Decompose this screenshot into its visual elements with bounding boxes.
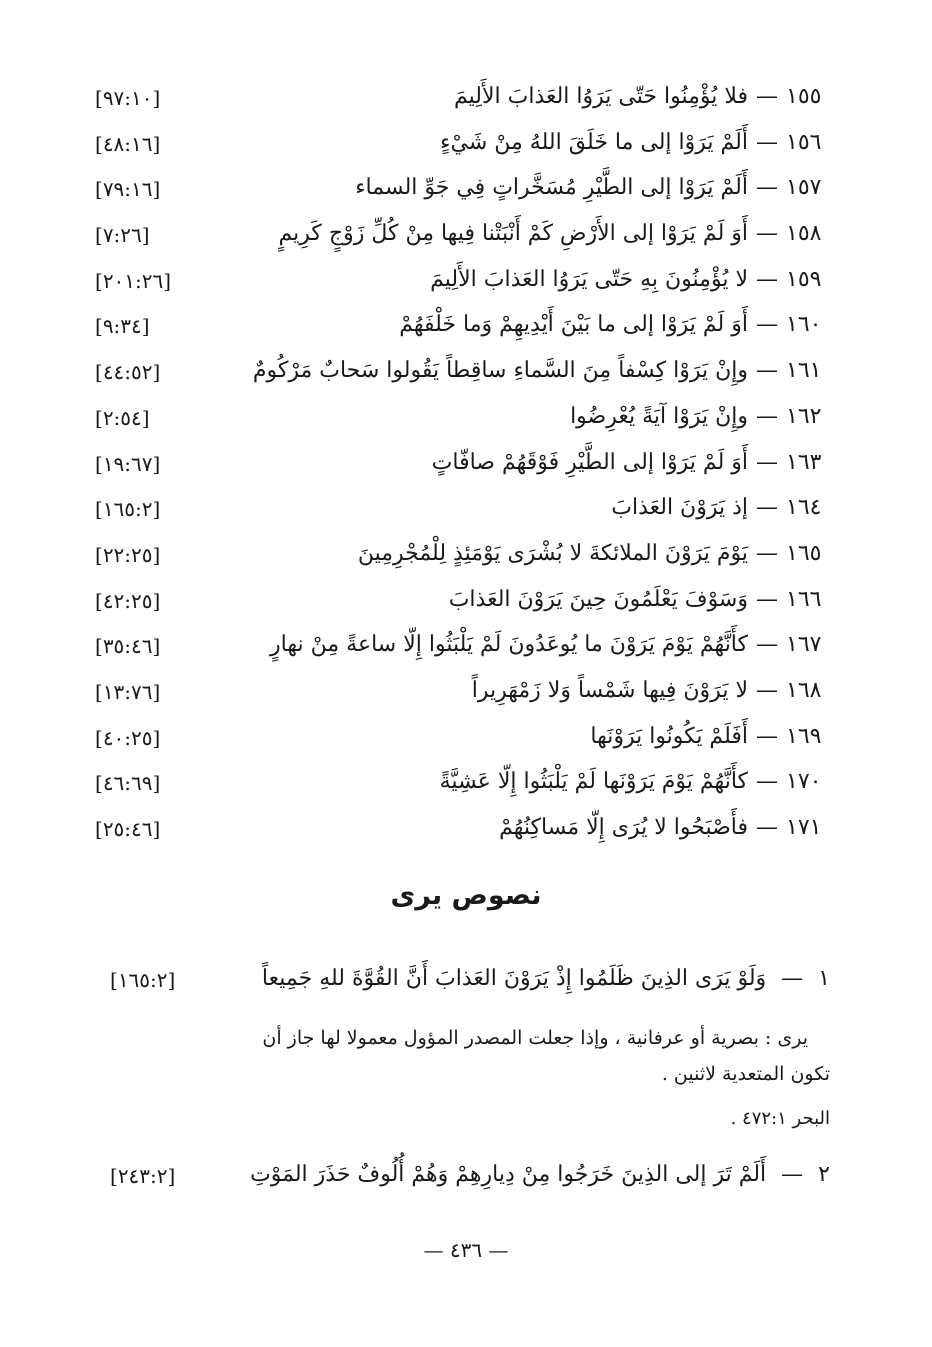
verse-number: ١٦٩ — [786, 723, 822, 749]
verse-reference: [٤٠:٢٥] — [95, 725, 161, 750]
verse-reference: [٤٦:٦٩] — [95, 771, 161, 796]
page-number: — ٤٣٦ — — [423, 1238, 509, 1262]
verse-row — [95, 78, 830, 124]
verse-reference: [١٩:٦٧] — [95, 451, 161, 476]
dash: — — [756, 312, 778, 338]
dash: — — [756, 586, 778, 612]
verse-line — [449, 587, 830, 612]
verse-line — [279, 221, 831, 246]
verse-number: ١٦٨ — [786, 677, 822, 703]
verse-text: كأَنَّهُمْ يَوْمَ يَرَوْنَ ما يُوعَدُونَ لَمْ يَلْبَثُوا إِلّا ساعةً مِنْ نهارٍ — [270, 632, 748, 658]
verse-number: ١٦٦ — [786, 586, 822, 612]
dash: — — [781, 966, 804, 991]
verse-reference: [٢٥:٤٦] — [95, 817, 161, 841]
verse-line — [590, 724, 830, 749]
dash: — — [756, 84, 778, 109]
entry-text: وَلَوْ يَرَى الذِينَ ظَلَمُوا إِذْ يَرَوْنَ العَذابَ أَنَّ القُوَّةَ للهِ جَمِيعاً — [261, 966, 767, 991]
verse-line — [570, 404, 830, 429]
verse-text: أَلَمْ يَرَوْا إلى ما خَلَقَ اللهُ مِنْ شَيْءٍ — [440, 129, 748, 155]
verse-row — [95, 124, 830, 170]
verse-number: ١٦٥ — [786, 540, 822, 566]
verse-row — [95, 718, 830, 764]
verse-row — [95, 306, 830, 352]
dash: — — [781, 1162, 804, 1187]
entry-line — [262, 966, 830, 991]
verse-row — [95, 763, 830, 809]
dash: — — [756, 677, 778, 703]
verse-text: وإِنْ يَرَوْا كِسْفاً مِنَ السَّماءِ ساقِطاً يَقُولوا سَحابٌ مَرْكُومٌ — [252, 358, 748, 384]
dash: — — [756, 769, 778, 795]
verse-line — [355, 175, 830, 200]
verse-row — [95, 398, 830, 444]
verse-reference: [٤٢:٢٥] — [95, 588, 161, 613]
verse-row — [95, 626, 830, 672]
verse-line — [253, 358, 830, 383]
verse-line — [499, 815, 830, 840]
verse-reference: [٧:٢٦] — [95, 223, 150, 248]
verse-line — [611, 495, 830, 520]
verse-text: أَوَ لَمْ يَرَوْا إلى الأَرْضِ كَمْ أَنْبَتْنا فِيها مِنْ كُلِّ زَوْجٍ كَرِيمٍ — [278, 221, 748, 247]
verse-line — [440, 769, 830, 794]
verse-number: ١٥٩ — [786, 266, 822, 292]
verse-text: أَوَ لَمْ يَرَوْا إلى الطَّيْرِ فَوْقَهُمْ صافّاتٍ — [431, 449, 748, 475]
section-title: نصوص يرى — [390, 880, 542, 911]
dash: — — [756, 129, 778, 155]
verse-line — [358, 541, 830, 566]
verse-row — [95, 809, 830, 855]
note-line: يرى : بصرية أو عرفانية ، وإذا جعلت المصدر المؤول معمولا لها جاز أن — [262, 1027, 808, 1049]
verse-number: ١٥٧ — [786, 175, 822, 201]
entry-line — [250, 1162, 830, 1187]
verse-row — [95, 489, 830, 535]
verse-line — [399, 312, 830, 337]
verse-reference: [٤٨:١٦] — [95, 131, 161, 156]
dash: — — [756, 540, 778, 566]
verse-line — [454, 84, 830, 109]
verse-reference: [٩:٣٤] — [95, 314, 150, 339]
commentary-note — [110, 1020, 830, 1092]
verse-text: فلا يُؤْمِنُوا حَتّى يَرَوُا العَذابَ الأَلِيمَ — [453, 84, 748, 109]
verse-list — [95, 78, 830, 855]
verse-number: ١٦٣ — [786, 449, 822, 475]
note-line: تكون المتعدية لاثنين . — [661, 1063, 830, 1085]
verse-reference: [١٣:٧٦] — [95, 679, 161, 704]
entry-reference: [٢٤٣:٢] — [110, 1164, 176, 1188]
dash: — — [756, 266, 778, 292]
dash: — — [756, 358, 778, 384]
dash: — — [756, 221, 778, 247]
entry-reference: [١٦٥:٢] — [110, 968, 176, 992]
verse-reference: [٧٩:١٦] — [95, 177, 161, 202]
verse-text: وإِنْ يَرَوْا آيَةً يُعْرِضُوا — [570, 403, 748, 429]
source-citation: البحر ٤٧٢:١ . — [730, 1108, 830, 1129]
entry-text: أَلَمْ تَرَ إلى الذِينَ خَرَجُوا مِنْ دِيارِهِمْ وَهُمْ أُلُوفٌ حَذَرَ المَوْتِ — [250, 1162, 767, 1187]
verse-number: ١٦٤ — [786, 495, 822, 521]
verse-number: ١٥٨ — [786, 221, 822, 247]
dash: — — [756, 815, 778, 840]
verse-text: يَوْمَ يَرَوْنَ الملائكةَ لا بُشْرَى يَوْمَئِذٍ لِلْمُجْرِمِينَ — [357, 540, 748, 566]
verse-number: ١٦٧ — [786, 632, 822, 658]
verse-line — [472, 678, 830, 703]
verse-text: أَلَمْ يَرَوْا إلى الطَّيْرِ مُسَخَّراتٍ فِي جَوِّ السماء — [355, 175, 748, 201]
verse-row — [95, 535, 830, 581]
verse-number: ١٧١ — [786, 815, 822, 840]
verse-line — [440, 130, 830, 155]
entry-number: ١ — [818, 966, 830, 991]
verse-number: ١٦٠ — [786, 312, 822, 338]
verse-number: ١٦١ — [786, 358, 822, 384]
dash: — — [756, 403, 778, 429]
verse-reference: [٩٧:١٠] — [95, 86, 161, 110]
verse-number: ١٧٠ — [786, 769, 822, 795]
verse-reference: [٤٤:٥٢] — [95, 360, 161, 385]
verse-line — [270, 632, 830, 657]
dash: — — [756, 449, 778, 475]
dash: — — [756, 723, 778, 749]
verse-row — [95, 581, 830, 627]
verse-text: وَسَوْفَ يَعْلَمُونَ حِينَ يَرَوْنَ العَذابَ — [448, 586, 748, 612]
verse-reference: [١٦٥:٢] — [95, 497, 161, 522]
verse-text: أَفَلَمْ يَكُونُوا يَرَوْنَها — [590, 723, 748, 749]
verse-reference: [٢٢:٢٥] — [95, 542, 161, 567]
verse-text: لا يُؤْمِنُونَ بِهِ حَتّى يَرَوُا العَذابَ الأَلِيمَ — [430, 266, 748, 292]
verse-text: فأَصْبَحُوا لا يُرَى إِلّا مَساكِنُهُمْ — [499, 815, 748, 840]
dash: — — [756, 495, 778, 521]
verse-text: كأَنَّهُمْ يَوْمَ يَرَوْنَها لَمْ يَلْبَثُوا إِلّا عَشِيَّةً — [439, 769, 748, 795]
dash: — — [756, 632, 778, 658]
verse-reference: [٢٠١:٢٦] — [95, 268, 172, 293]
verse-row — [95, 672, 830, 718]
verse-text: أَوَ لَمْ يَرَوْا إلى ما بَيْنَ أَيْدِيهِمْ وَما خَلْفَهُمْ — [399, 312, 748, 338]
verse-number: ١٥٦ — [786, 129, 822, 155]
verse-reference: [٣٥:٤٦] — [95, 634, 161, 659]
verse-row — [95, 444, 830, 490]
entry-number: ٢ — [818, 1162, 830, 1187]
verse-line — [430, 267, 830, 292]
verse-row — [95, 215, 830, 261]
verse-line — [432, 450, 830, 475]
verse-row — [95, 352, 830, 398]
dash: — — [756, 175, 778, 201]
verse-text: إذ يَرَوْنَ العَذابَ — [611, 495, 748, 521]
verse-number: ١٦٢ — [786, 403, 822, 429]
verse-row — [95, 169, 830, 215]
verse-row — [95, 261, 830, 307]
verse-reference: [٢:٥٤] — [95, 405, 150, 430]
verse-number: ١٥٥ — [786, 84, 822, 109]
verse-text: لا يَرَوْنَ فِيها شَمْساً وَلا زَمْهَرِيراً — [471, 677, 748, 703]
